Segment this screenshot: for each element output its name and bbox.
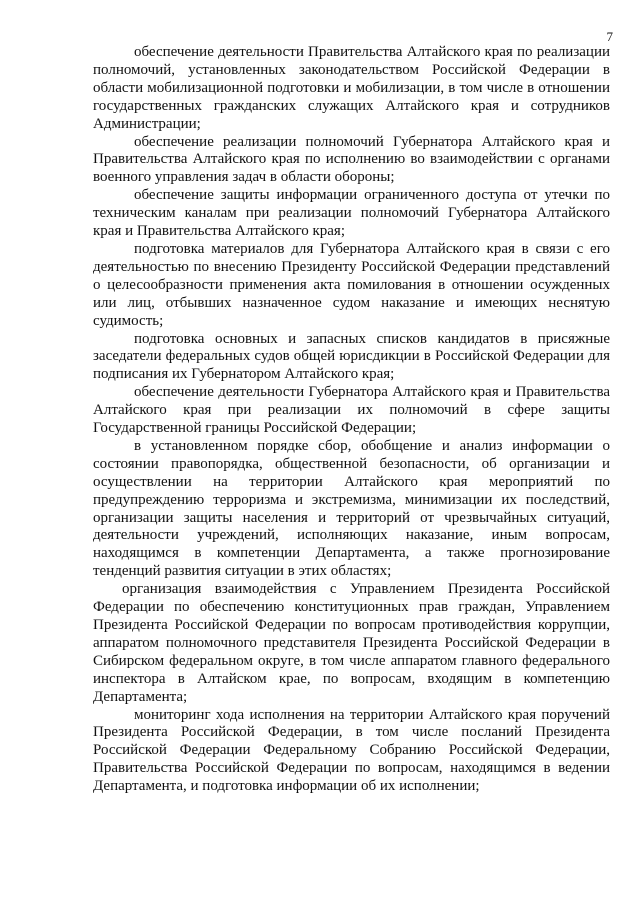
paragraph-state-border: обеспечение деятельности Губернатора Алтайского края и Правительства Алтайского края при реализации их полномочий в сфере защиты Государственной границы Российской Федерации; (93, 384, 610, 437)
paragraph-monitoring: мониторинг хода исполнения на территории Алтайского края поручений Президента Российской Федерации, в том числе посланий Президента Российской Федерации Федеральному Собранию Российской Федерации, Правительства Российской Федерации по вопросам, находящимся в ведении Департамента, и подготовка информации об их исполнении; (93, 706, 610, 795)
paragraph-jurors: подготовка основных и запасных списков кандидатов в присяжные заседатели федеральных судов общей юрисдикции в Российской Федерации для подписания их Губернатором Алтайского края; (93, 330, 610, 383)
paragraph-interaction-administration: организация взаимодействия с Управлением Президента Российской Федерации по обеспечению конституционных прав граждан, Управлением Президента Российской Федерации по вопросам противодействия коррупции, аппаратом полномочного представителя Президента Российской Федерации в Сибирском федеральном округе, в том числе аппаратом главного федерального инспектора в Алтайском крае, по вопросам, входящим в компетенцию Департамента; (93, 581, 610, 705)
paragraph-information-protection: обеспечение защиты информации ограниченного доступа от утечки по техническим каналам при реализации полномочий Губернатора Алтайского края и Правительства Алтайского края; (93, 187, 610, 240)
paragraph-mobilization: обеспечение деятельности Правительства Алтайского края по реализации полномочий, установленных законодательством Российской Федерации в области мобилизационной подготовки и мобилизации, в том числе в отношении государственных гражданских служащих Алтайского края и сотрудников Администрации; (93, 44, 610, 132)
paragraph-pardon: подготовка материалов для Губернатора Алтайского края в связи с его деятельностью по внесению Президенту Российской Федерации представлений о целесообразности применения акта помилования в отношении осужденных или лиц, отбывших назначенное судом наказание и имеющих неснятую судимость; (93, 240, 610, 329)
document-body (93, 44, 610, 796)
paragraph-defense: обеспечение реализации полномочий Губернатора Алтайского края и Правительства Алтайского края по исполнению во взаимодействии с органами военного управления задач в области обороны; (93, 133, 610, 186)
page-number: 7 (606, 29, 613, 44)
paragraph-law-order-analysis: в установленном порядке сбор, обобщение и анализ информации о состоянии правопорядка, общественной безопасности, об организации и осуществлении на территории Алтайского края мероприятий по предупреждению терроризма и экстремизма, минимизации их последствий, организации защиты населения и территорий от чрезвычайных ситуаций, деятельности учреждений, исполняющих наказание, иным вопросам, находящимся в компетенции Департамента, а также прогнозирование тенденций развития ситуации в этих областях; (93, 437, 610, 580)
